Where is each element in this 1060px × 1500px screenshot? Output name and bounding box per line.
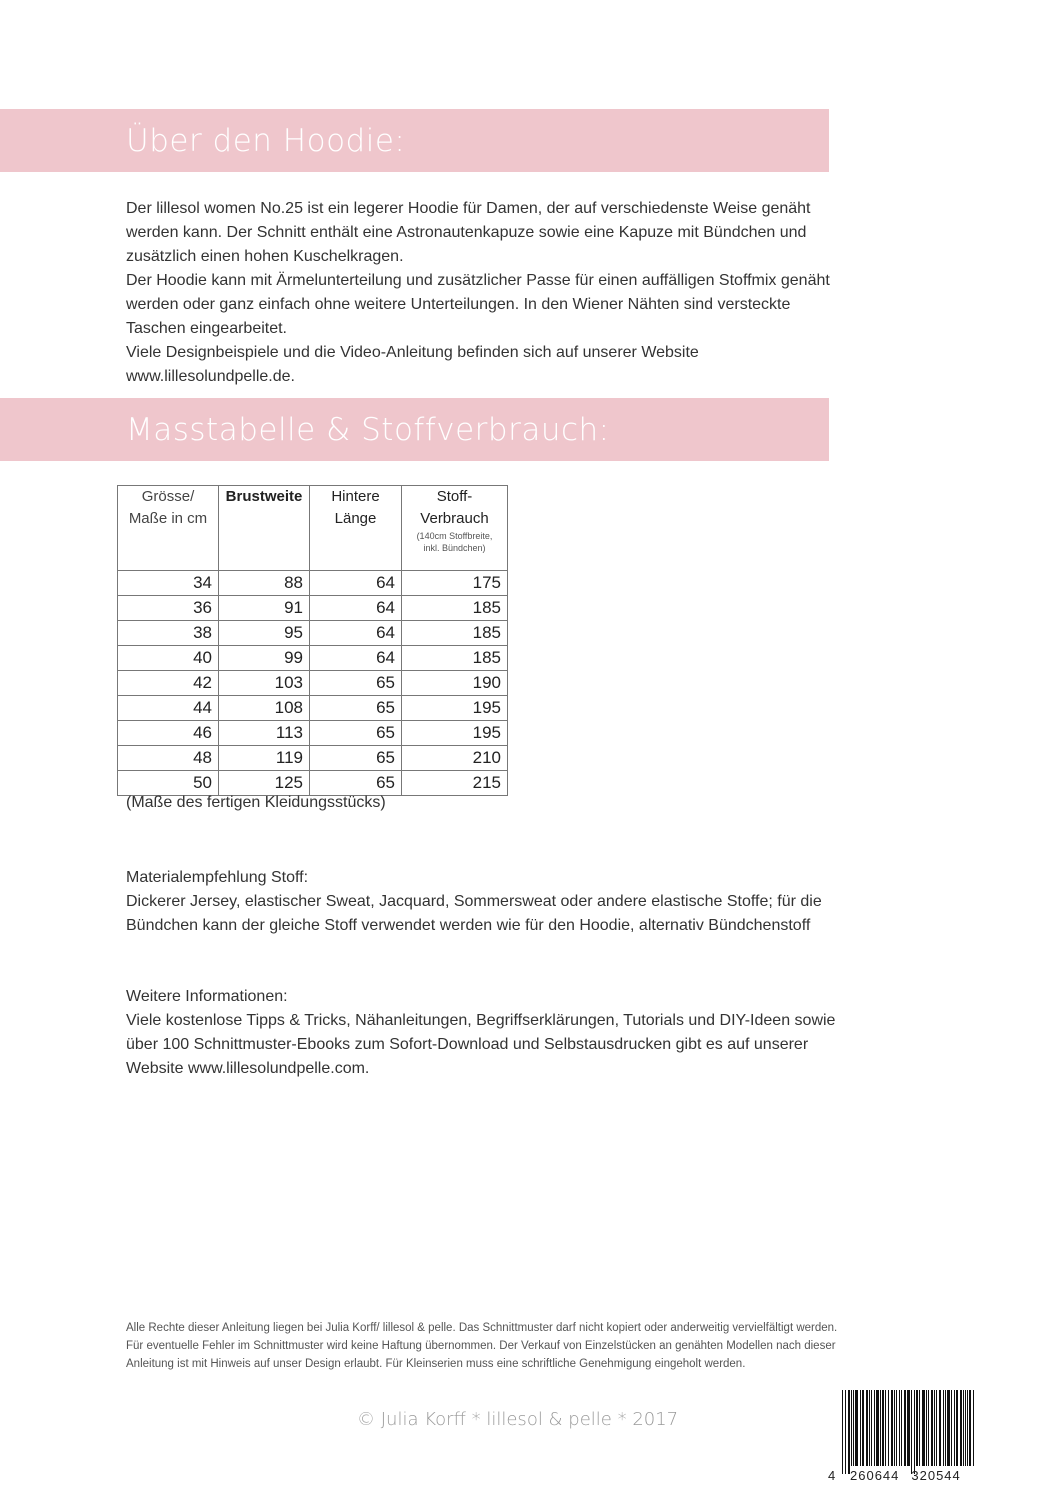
cell-fabric: 185 bbox=[402, 646, 508, 671]
barcode-bar bbox=[960, 1390, 962, 1466]
table-row bbox=[118, 621, 508, 646]
cell-bust: 125 bbox=[219, 771, 310, 796]
barcode-bar bbox=[888, 1390, 889, 1466]
cell-size: 36 bbox=[118, 596, 219, 621]
table-row bbox=[118, 746, 508, 771]
header-fabric-note: (140cm Stoffbreite, inkl. Bündchen) bbox=[416, 531, 493, 553]
legal-line: Alle Rechte dieser Anleitung liegen bei Julia Korff/ lillesol & pelle. Das Schnittmuster darf nicht kopiert oder anderweitig vervielfältigt werden. bbox=[126, 1322, 838, 1334]
barcode-bar bbox=[845, 1390, 846, 1474]
barcode-bar bbox=[947, 1390, 950, 1466]
barcode-bar bbox=[855, 1390, 858, 1466]
cell-fabric: 175 bbox=[402, 571, 508, 596]
barcode-bar bbox=[904, 1390, 906, 1466]
barcode-bar bbox=[869, 1390, 870, 1466]
barcode-bar bbox=[956, 1390, 958, 1466]
barcode-bar bbox=[907, 1390, 910, 1466]
barcode-bar bbox=[882, 1390, 884, 1466]
barcode-bar bbox=[891, 1390, 893, 1466]
cell-fabric: 185 bbox=[402, 621, 508, 646]
barcode-bar bbox=[936, 1390, 937, 1466]
barcode-bar bbox=[866, 1390, 868, 1466]
table-row bbox=[118, 571, 508, 596]
barcode-bar bbox=[885, 1390, 886, 1466]
barcode-bar bbox=[934, 1390, 935, 1466]
about-paragraph bbox=[126, 197, 926, 389]
material-line: Bündchen kann der gleiche Stoff verwendet werden wie für den Hoodie, alternativ Bündchenstoff bbox=[126, 917, 811, 934]
legal-line: Für eventuelle Fehler im Schnittmuster wird keine Haftung übernommen. Der Verkauf von Einzelstücken an genähten Modellen nach dieser bbox=[126, 1340, 836, 1352]
cell-bust: 113 bbox=[219, 721, 310, 746]
cell-size: 50 bbox=[118, 771, 219, 796]
barcode-bar bbox=[951, 1390, 952, 1466]
barcode-bar bbox=[963, 1390, 964, 1466]
about-line: Der lillesol women No.25 ist ein legerer Hoodie für Damen, der auf verschiedenste Weise genäht bbox=[126, 200, 811, 217]
about-line: Taschen eingearbeitet. bbox=[126, 320, 287, 337]
section-banner-about bbox=[0, 109, 829, 172]
material-section bbox=[126, 866, 926, 938]
header-fabric-label: Stoff-Verbrauch bbox=[420, 488, 489, 527]
cell-length: 65 bbox=[310, 721, 402, 746]
barcode-bar bbox=[899, 1390, 900, 1466]
size-table-header-row bbox=[118, 486, 508, 571]
table-row bbox=[118, 646, 508, 671]
cell-length: 64 bbox=[310, 646, 402, 671]
cell-bust: 95 bbox=[219, 621, 310, 646]
barcode-bar bbox=[967, 1390, 968, 1466]
about-line: zusätzlich einen hohen Kuschelkragen. bbox=[126, 248, 404, 265]
barcode-bar bbox=[919, 1390, 920, 1466]
table-row bbox=[118, 596, 508, 621]
cell-length: 65 bbox=[310, 771, 402, 796]
table-row bbox=[118, 721, 508, 746]
header-bust: Brustweite bbox=[219, 486, 310, 571]
cell-size: 34 bbox=[118, 571, 219, 596]
barcode-bar bbox=[969, 1390, 971, 1466]
cell-size: 42 bbox=[118, 671, 219, 696]
cell-size: 44 bbox=[118, 696, 219, 721]
cell-size: 46 bbox=[118, 721, 219, 746]
cell-bust: 108 bbox=[219, 696, 310, 721]
barcode-bar bbox=[876, 1390, 879, 1466]
table-note: (Maße des fertigen Kleidungsstücks) bbox=[126, 794, 386, 811]
header-back-length: Hintere Länge bbox=[310, 486, 402, 571]
info-line: Website www.lillesolundpelle.com. bbox=[126, 1060, 370, 1077]
cell-bust: 119 bbox=[219, 746, 310, 771]
cell-fabric: 215 bbox=[402, 771, 508, 796]
info-section bbox=[126, 985, 926, 1081]
barcode-group-right: 320544 bbox=[911, 1468, 961, 1483]
cell-bust: 99 bbox=[219, 646, 310, 671]
barcode-bar bbox=[931, 1390, 933, 1466]
barcode-bar bbox=[922, 1390, 925, 1466]
material-line: Dickerer Jersey, elastischer Sweat, Jacquard, Sommersweat oder andere elastische Stoffe; für die bbox=[126, 893, 822, 910]
cell-fabric: 190 bbox=[402, 671, 508, 696]
about-line: Der Hoodie kann mit Ärmelunterteilung und zusätzlicher Passe für einen auffälligen Stoffmix genäht bbox=[126, 272, 830, 289]
copyright-line: © Julia Korff * lillesol & pelle * 2017 bbox=[357, 1409, 679, 1430]
cell-bust: 91 bbox=[219, 596, 310, 621]
cell-length: 64 bbox=[310, 571, 402, 596]
barcode-bar bbox=[916, 1390, 918, 1466]
barcode-bar bbox=[973, 1390, 974, 1466]
cell-length: 64 bbox=[310, 621, 402, 646]
barcode-bar bbox=[939, 1390, 941, 1466]
barcode-lead-digit: 4 bbox=[828, 1468, 836, 1483]
cell-length: 65 bbox=[310, 696, 402, 721]
barcode-bar bbox=[874, 1390, 875, 1466]
barcode-bar bbox=[954, 1390, 955, 1466]
header-size: Grösse/ Maße in cm bbox=[118, 486, 219, 571]
barcode-bar bbox=[901, 1390, 902, 1466]
barcode-bar bbox=[848, 1390, 850, 1474]
info-line: über 100 Schnittmuster-Ebooks zum Sofort-Download und Selbstausdrucken gibt es auf unserer bbox=[126, 1036, 809, 1053]
barcode-bar bbox=[926, 1390, 927, 1466]
table-row bbox=[118, 696, 508, 721]
barcode-bar bbox=[965, 1390, 966, 1466]
cell-size: 40 bbox=[118, 646, 219, 671]
cell-length: 65 bbox=[310, 746, 402, 771]
barcode-bar bbox=[871, 1390, 872, 1466]
legal-notice bbox=[126, 1319, 946, 1373]
barcode-bar bbox=[894, 1390, 895, 1466]
cell-fabric: 210 bbox=[402, 746, 508, 771]
about-line: werden kann. Der Schnitt enthält eine Astronautenkapuze sowie eine Kapuze mit Bündchen und bbox=[126, 224, 807, 241]
info-title: Weitere Informationen: bbox=[126, 988, 288, 1005]
size-table bbox=[117, 485, 508, 796]
barcode-bar bbox=[896, 1390, 897, 1466]
cell-fabric: 195 bbox=[402, 721, 508, 746]
barcode-group-left: 260644 bbox=[850, 1468, 900, 1483]
barcode-bar bbox=[853, 1390, 854, 1466]
cell-bust: 103 bbox=[219, 671, 310, 696]
about-line: werden oder ganz einfach ohne weitere Unterteilungen. In den Wiener Nähten sind versteckte bbox=[126, 296, 791, 313]
section-heading-about: Über den Hoodie: bbox=[126, 123, 406, 159]
barcode-bar bbox=[914, 1390, 915, 1474]
barcode-bar bbox=[880, 1390, 881, 1466]
barcode-bar bbox=[860, 1390, 861, 1466]
info-line: Viele kostenlose Tipps & Tricks, Nähanleitungen, Begriffserklärungen, Tutorials und DIY-Ideen sowie bbox=[126, 1012, 836, 1029]
barcode-bar bbox=[945, 1390, 946, 1466]
section-banner-sizes bbox=[0, 398, 829, 461]
table-row bbox=[118, 771, 508, 796]
cell-length: 65 bbox=[310, 671, 402, 696]
barcode-bar bbox=[842, 1390, 843, 1474]
cell-bust: 88 bbox=[219, 571, 310, 596]
barcode-number bbox=[828, 1468, 978, 1483]
barcode-bar bbox=[943, 1390, 944, 1466]
legal-line: Anleitung ist mit Hinweis auf unser Design erlaubt. Für Kleinserien muss eine schriftliche Genehmigung eingeholt werden. bbox=[126, 1358, 746, 1370]
section-heading-sizes: Masstabelle & Stoffverbrauch: bbox=[126, 412, 610, 448]
cell-size: 48 bbox=[118, 746, 219, 771]
header-fabric bbox=[402, 486, 508, 571]
about-line: www.lillesolundpelle.de. bbox=[126, 368, 295, 385]
about-line: Viele Designbeispiele und die Video-Anleitung befinden sich auf unserer Website bbox=[126, 344, 699, 361]
cell-size: 38 bbox=[118, 621, 219, 646]
cell-fabric: 195 bbox=[402, 696, 508, 721]
table-row bbox=[118, 671, 508, 696]
barcode-bar bbox=[911, 1390, 912, 1474]
barcode-bar bbox=[928, 1390, 929, 1466]
cell-length: 64 bbox=[310, 596, 402, 621]
cell-fabric: 185 bbox=[402, 596, 508, 621]
barcode-bar bbox=[851, 1390, 852, 1466]
material-title: Materialempfehlung Stoff: bbox=[126, 869, 309, 886]
barcode-bar bbox=[862, 1390, 864, 1466]
